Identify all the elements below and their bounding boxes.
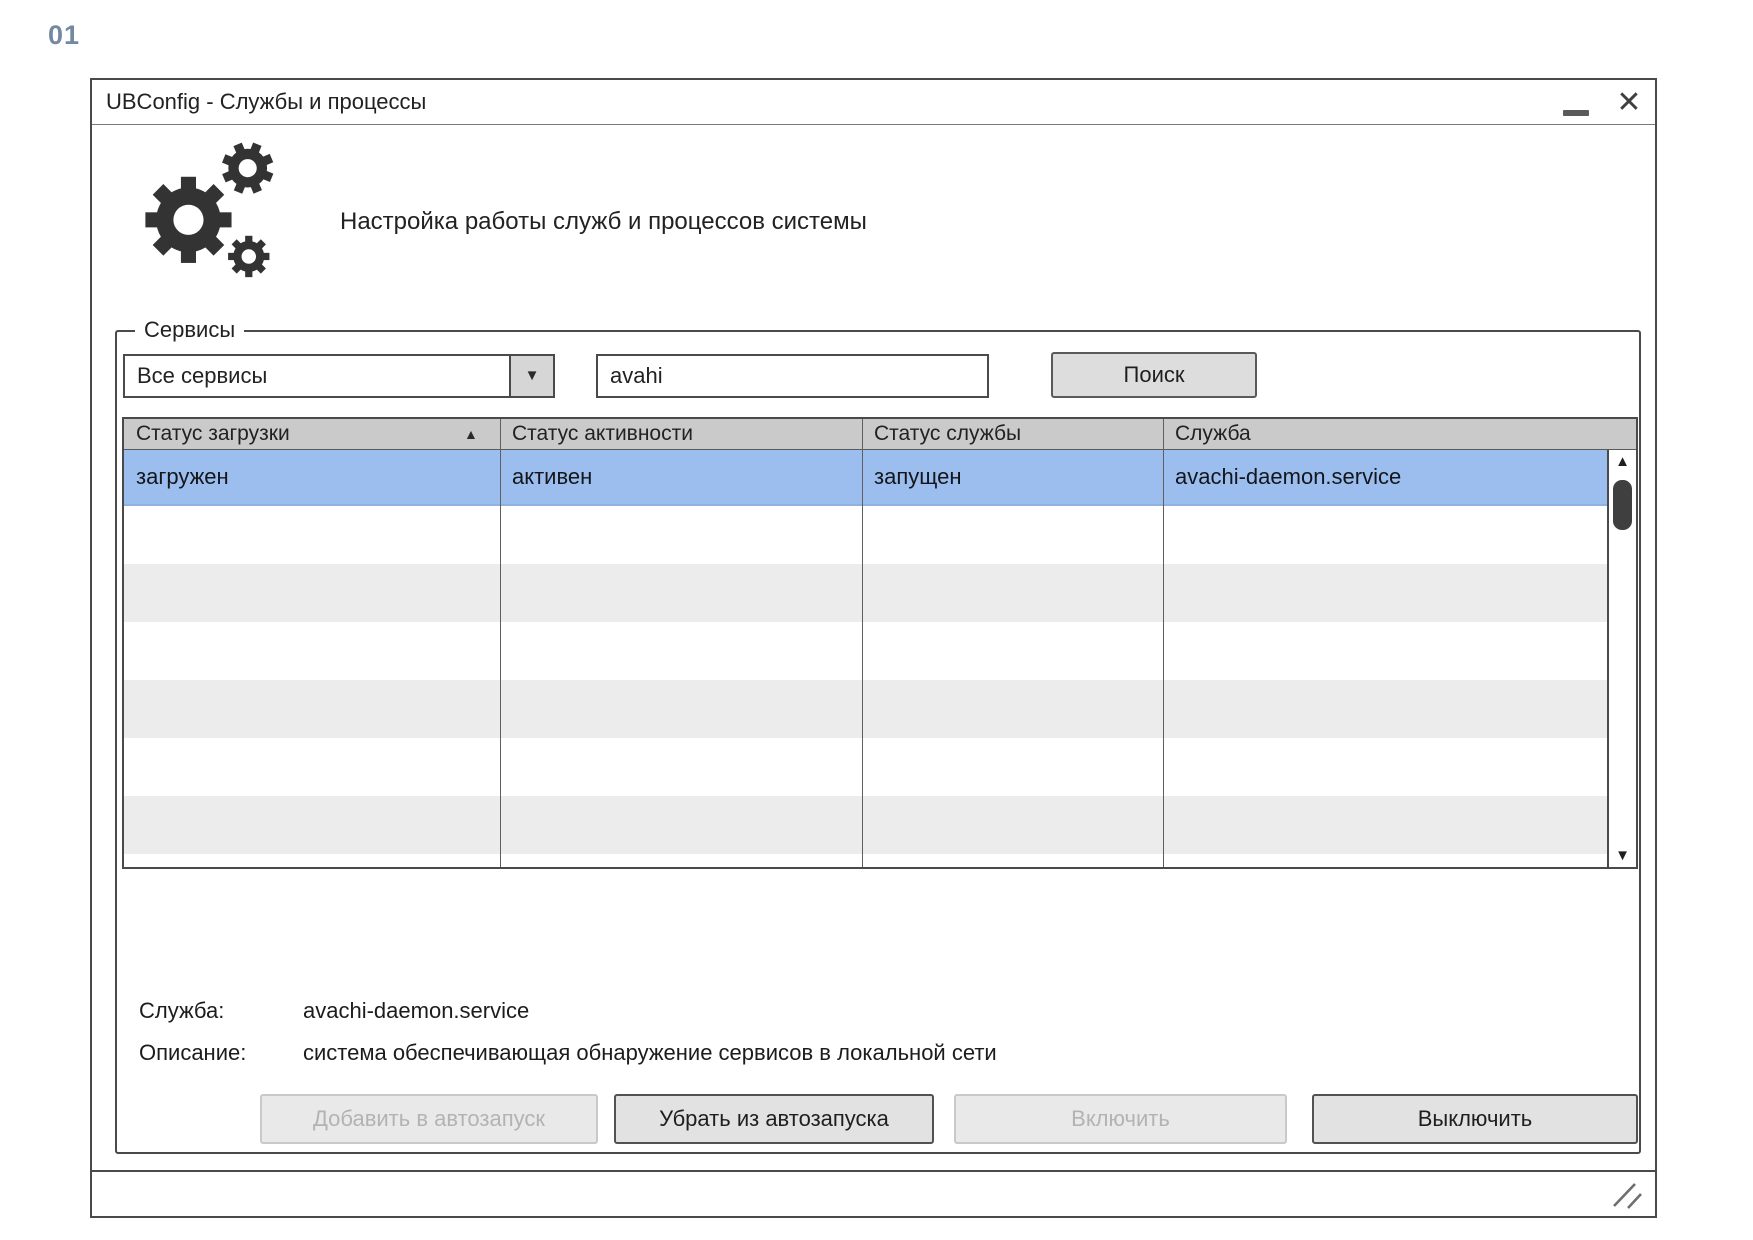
column-divider <box>500 419 501 867</box>
resize-grip-icon[interactable] <box>1611 1180 1645 1210</box>
disable-button[interactable]: Выключить <box>1312 1094 1638 1144</box>
titlebar[interactable] <box>92 80 1655 125</box>
groupbox-label: Сервисы <box>135 317 244 343</box>
cell-service-name: avachi-daemon.service <box>1175 464 1402 489</box>
service-value: avachi-daemon.service <box>303 998 530 1023</box>
column-divider <box>862 419 863 867</box>
vertical-scrollbar[interactable] <box>1607 450 1636 867</box>
service-label: Служба: <box>139 998 225 1023</box>
description-label: Описание: <box>139 1040 247 1065</box>
minimize-icon <box>1563 110 1589 116</box>
chevron-down-icon: ▼ <box>524 367 540 384</box>
service-filter-dropdown[interactable] <box>123 354 555 398</box>
table-row-selected[interactable] <box>124 450 1636 506</box>
window-title: UBConfig - Службы и процессы <box>106 89 427 114</box>
app-description: Настройка работы служб и процессов системы <box>340 208 867 235</box>
services-groupbox <box>115 317 1641 1154</box>
column-header-service-status[interactable]: Статус службы <box>874 422 1022 445</box>
step-number-label: 01 <box>48 20 81 50</box>
scrollbar-thumb[interactable] <box>1613 480 1632 530</box>
close-icon: ✕ <box>1616 86 1642 119</box>
description-value: система обеспечивающая обнаружение сервисов в локальной сети <box>303 1040 997 1065</box>
scroll-up-icon[interactable]: ▲ <box>1615 453 1630 470</box>
column-header-load-status[interactable]: Статус загрузки ▲ <box>124 419 500 449</box>
dropdown-selected-value: Все сервисы <box>137 363 268 388</box>
search-button[interactable]: Поиск <box>1051 352 1257 398</box>
minimize-button[interactable] <box>1558 92 1594 118</box>
remove-from-autostart-button[interactable]: Убрать из автозапуска <box>614 1094 934 1144</box>
cell-load-status: загружен <box>136 464 229 489</box>
search-input[interactable] <box>596 354 989 398</box>
app-window <box>90 78 1657 1218</box>
table-empty-rows <box>124 506 1636 867</box>
scroll-down-icon[interactable]: ▼ <box>1615 847 1630 864</box>
sort-asc-icon: ▲ <box>464 426 478 442</box>
enable-button[interactable]: Включить <box>954 1094 1287 1144</box>
status-bar <box>92 1170 1655 1216</box>
close-button[interactable] <box>1608 82 1650 124</box>
cell-active-status: активен <box>512 464 593 489</box>
services-table <box>122 417 1638 869</box>
cell-service-status: запущен <box>874 464 962 489</box>
table-header-row <box>124 419 1636 450</box>
table-body <box>124 450 1636 867</box>
dropdown-arrow-button[interactable] <box>509 356 553 396</box>
column-divider <box>1163 419 1164 867</box>
column-header-active-status[interactable]: Статус активности <box>512 422 693 445</box>
column-header-service[interactable]: Служба <box>1175 422 1251 445</box>
gears-icon <box>140 138 280 278</box>
add-to-autostart-button[interactable]: Добавить в автозапуск <box>260 1094 598 1144</box>
